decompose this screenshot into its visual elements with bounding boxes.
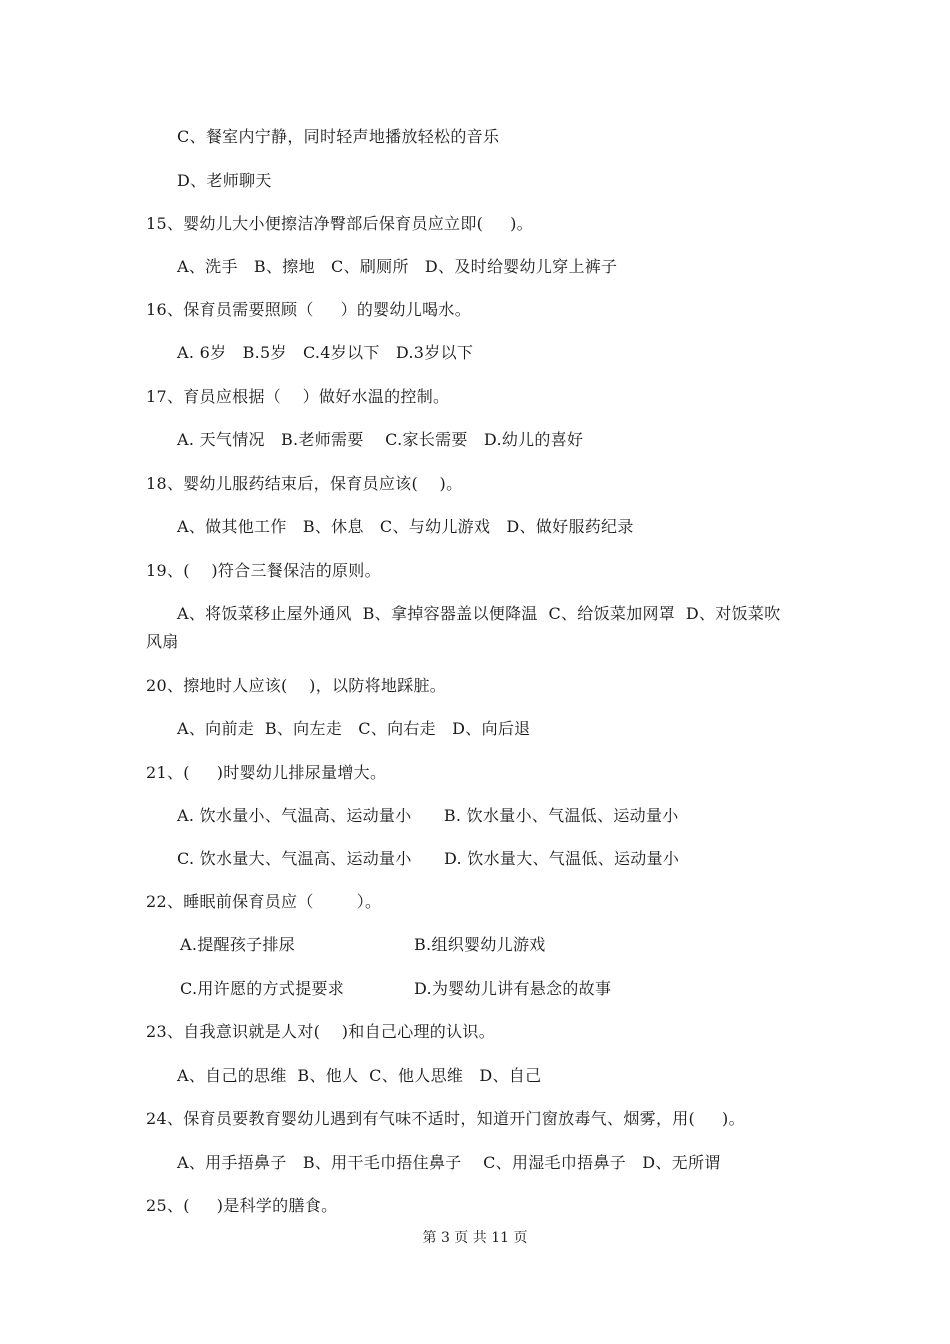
- question-21-options-cd: C. 饮水量大、气温高、运动量小 D. 饮水量大、气温低、运动量小: [177, 849, 680, 868]
- question-21-options-ab: A. 饮水量小、气温高、运动量小 B. 饮水量小、气温低、运动量小: [177, 806, 679, 825]
- question-17: 17、育员应根据（ ）做好水温的控制。: [146, 387, 450, 406]
- question-22: 22、睡眠前保育员应（ ）。: [146, 892, 382, 911]
- question-20-options: A、向前走 B、向左走 C、向右走 D、向后退: [177, 719, 531, 738]
- question-24-options: A、用手捂鼻子 B、用干毛巾捂住鼻子 C、用湿毛巾捂鼻子 D、无所谓: [177, 1153, 721, 1172]
- question-15: 15、婴幼儿大小便擦洁净臀部后保育员应立即( )。: [146, 214, 533, 233]
- question-23: 23、自我意识就是人对( )和自己心理的认识。: [146, 1022, 495, 1041]
- question-19-options: A、将饭菜移止屋外通风 B、拿掉容器盖以便降温 C、给饭菜加网罩 D、对饭菜吹: [177, 604, 781, 623]
- question-17-options: A. 天气情况 B.老师需要 C.家长需要 D.幼儿的喜好: [177, 430, 584, 449]
- page-number-footer: 第 3 页 共 11 页: [422, 1230, 528, 1246]
- question-22-option-d: D.为婴幼儿讲有悬念的故事: [414, 979, 612, 998]
- question-16-options: A. 6岁 B.5岁 C.4岁以下 D.3岁以下: [177, 343, 474, 362]
- question-25: 25、( )是科学的膳食。: [146, 1196, 338, 1215]
- question-22-option-b: B.组织婴幼儿游戏: [414, 935, 546, 954]
- question-19-options-continued: 风扇: [146, 632, 179, 651]
- q14-option-d: D、老师聊天: [177, 171, 272, 190]
- question-20: 20、擦地时人应该( )，以防将地踩脏。: [146, 676, 447, 695]
- question-16: 16、保育员需要照顾（ ）的婴幼儿喝水。: [146, 300, 471, 319]
- question-18-options: A、做其他工作 B、休息 C、与幼儿游戏 D、做好服药纪录: [177, 517, 634, 536]
- question-22-option-c: C.用许愿的方式提要求: [180, 979, 345, 998]
- question-15-options: A、洗手 B、擦地 C、刷厕所 D、及时给婴幼儿穿上裤子: [177, 257, 618, 276]
- question-19: 19、( )符合三餐保洁的原则。: [146, 561, 381, 580]
- q14-option-c: C、餐室内宁静，同时轻声地播放轻松的音乐: [177, 127, 500, 146]
- question-22-option-a: A.提醒孩子排尿: [180, 935, 296, 954]
- question-21: 21、( )时婴幼儿排尿量增大。: [146, 763, 387, 782]
- question-24: 24、保育员要教育婴幼儿遇到有气味不适时，知道开门窗放毒气、烟雾，用( )。: [146, 1109, 745, 1128]
- question-18: 18、婴幼儿服药结束后，保育员应该( )。: [146, 474, 463, 493]
- question-23-options: A、自己的思维 B、他人 C、他人思维 D、自己: [177, 1066, 542, 1085]
